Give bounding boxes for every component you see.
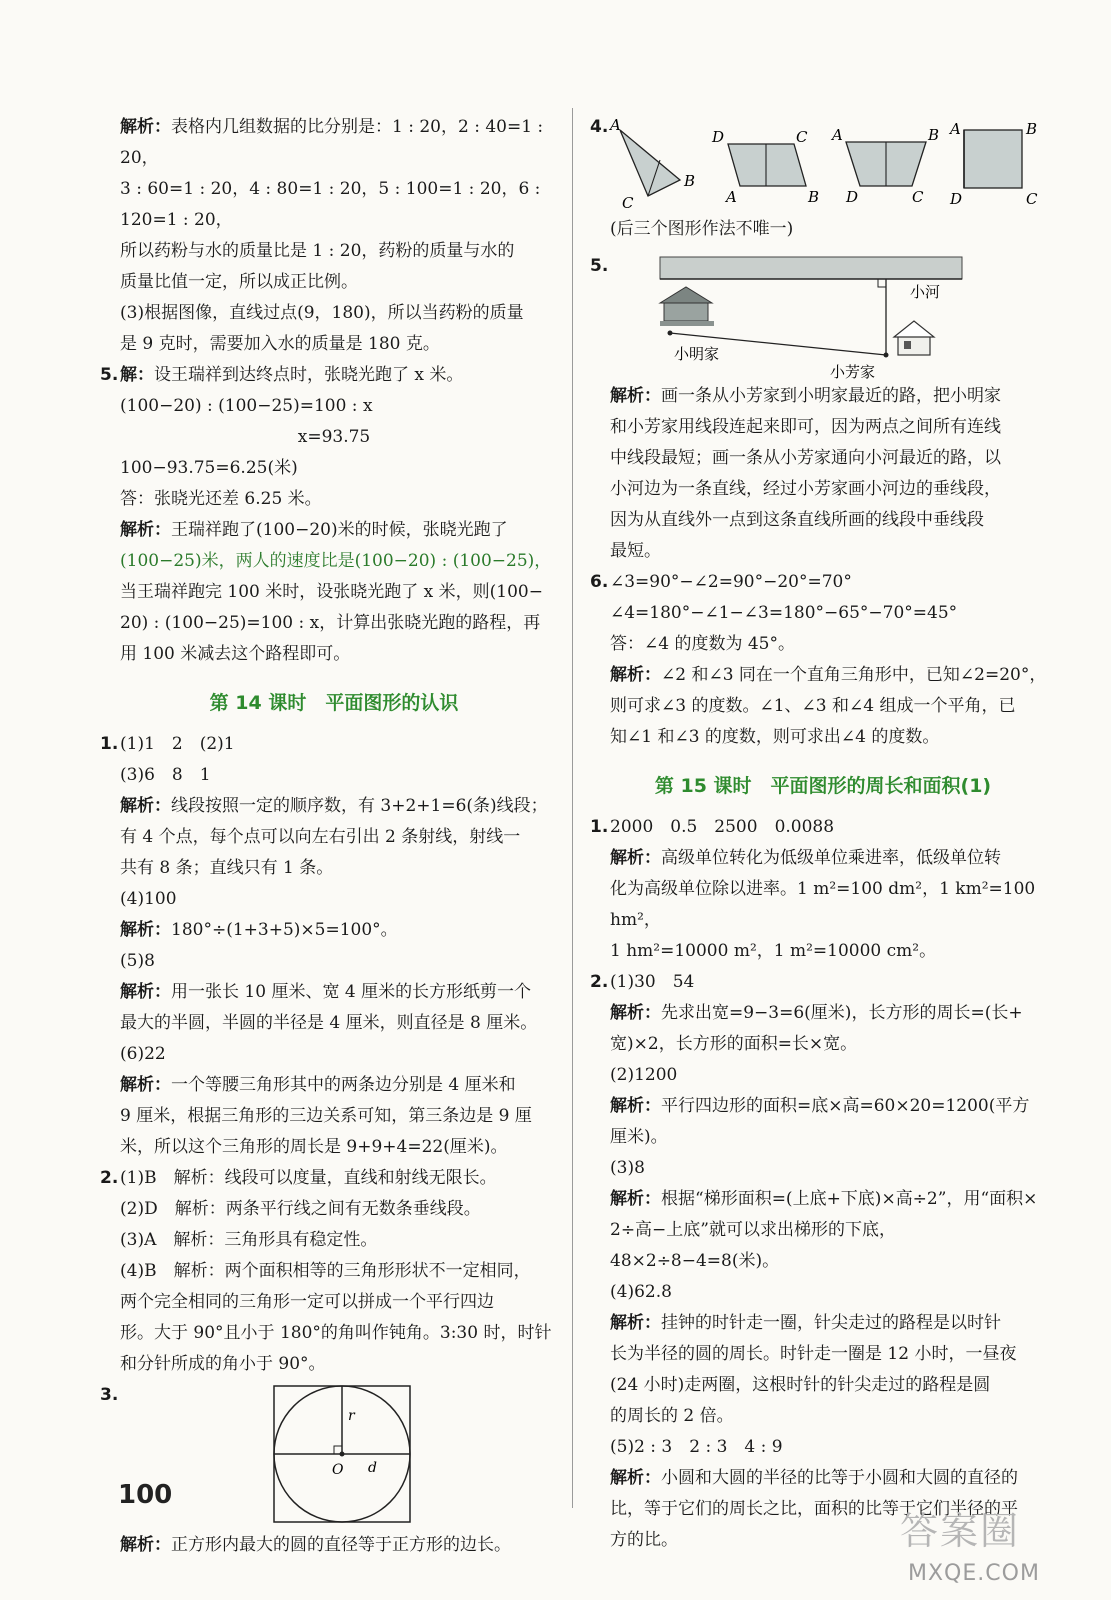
analysis-line: 当王瑞祥跑完 100 米时，设张晓光跑了 x 米，则(100− xyxy=(120,582,543,602)
answer-line: (5)8 xyxy=(120,951,155,971)
answer-line: (3)8 xyxy=(610,1158,645,1178)
vertex-label: C xyxy=(1026,190,1038,208)
analysis-line: 厘米)。 xyxy=(610,1127,668,1147)
figure-note: (后三个图形作法不唯一) xyxy=(610,219,794,239)
analysis-line: 解析：用一张长 10 厘米、宽 4 厘米的长方形纸剪一个 xyxy=(120,982,532,1002)
answer-line: (3)根据图像，直线过点(9，180)，所以当药粉的质量 xyxy=(120,303,524,323)
answer-line: (4)100 xyxy=(120,889,177,909)
analysis-line: 宽)×2，长方形的面积=长×宽。 xyxy=(610,1034,858,1054)
question-number: 2. xyxy=(100,1168,119,1188)
analysis-line: (24 小时)走两圈，这根时针的针尖走过的路程是圆 xyxy=(610,1375,991,1395)
analysis-line: 9 厘米，根据三角形的三边关系可知，第三条边是 9 厘 xyxy=(120,1106,532,1126)
analysis-line: 方的比。 xyxy=(610,1530,678,1550)
analysis-label: 解析： xyxy=(120,1535,171,1555)
equation-line: ∠4=180°−∠1−∠3=180°−65°−70°=45° xyxy=(610,603,958,623)
analysis-line: 中线段最短；画一条从小芳家通向小河最近的路，以 xyxy=(610,448,1001,468)
diameter-label: d xyxy=(368,1460,377,1476)
answer-line: 所以药粉与水的质量比是 1 : 20，药粉的质量与水的 xyxy=(120,241,515,261)
analysis-line: 最短。 xyxy=(610,541,661,561)
xiaofang-house-icon xyxy=(894,321,934,355)
analysis-line: 解析：180°÷(1+3+5)×5=100°。 xyxy=(120,920,398,940)
vertex-label: A xyxy=(832,126,843,144)
answer-line: (5)2 : 3 2 : 3 4 : 9 xyxy=(610,1437,783,1457)
analysis-line: 最大的半圆，半圆的半径是 4 厘米，则直径是 8 厘米。 xyxy=(120,1013,538,1033)
analysis-line: 解析：高级单位转化为低级单位乘进率，低级单位转 xyxy=(610,848,1001,868)
river-label: 小河 xyxy=(910,283,941,301)
answer-line: (1)1 2 (2)1 xyxy=(120,734,235,754)
vertex-label: C xyxy=(912,188,924,206)
analysis-line: 解析：先求出宽=9−3=6(厘米)，长方形的周长=(长+ xyxy=(610,1003,1023,1023)
analysis-label: 解析： xyxy=(610,386,661,406)
answer-line: (1)B 解析：线段可以度量，直线和射线无限长。 xyxy=(120,1168,497,1188)
circle-in-square-figure xyxy=(272,1384,412,1524)
analysis-line: 解析：王瑞祥跑了(100−20)米的时候，张晓光跑了 xyxy=(120,520,508,540)
analysis-line: 解析：线段按照一定的顺序数，有 3+2+1=6(条)线段； xyxy=(120,796,548,816)
analysis-label: 解析： xyxy=(610,1189,661,1209)
analysis-label: 解析： xyxy=(610,1313,661,1333)
analysis-line: 解析：根据“梯形面积=(上底+下底)×高÷2”，用“面积× xyxy=(610,1189,1038,1209)
analysis-line: 的周长的 2 倍。 xyxy=(610,1406,734,1426)
answer-line: 答：张晓光还差 6.25 米。 xyxy=(120,489,322,509)
answer-line: (2)1200 xyxy=(610,1065,678,1085)
analysis-line: 和小芳家用线段连起来即可，因为两点之间所有连线 xyxy=(610,417,1001,437)
triangle-shape xyxy=(620,130,680,196)
question-number: 5. xyxy=(100,365,119,385)
analysis-line: 小河边为一条直线，经过小芳家画小河边的垂线段， xyxy=(610,479,1001,499)
question-1-right xyxy=(590,812,1056,967)
analysis-line: 用 100 米减去这个路程即可。 xyxy=(120,644,351,664)
section-title-15: 第 15 课时 平面图形的周长和面积(1) xyxy=(654,775,992,797)
question-number: 6. xyxy=(590,572,609,592)
analysis-line: 解析：小圆和大圆的半径的比等于小圆和大圆的直径的 xyxy=(610,1468,1018,1488)
answer-line: 两个完全相同的三角形一定可以拼成一个平行四边 xyxy=(120,1292,494,1312)
left-column xyxy=(100,112,568,1561)
question-2-right xyxy=(590,967,1056,1556)
river-band xyxy=(660,257,962,279)
answer-line: 形。大于 90°且小于 180°的角叫作钝角。3:30 时，时针 xyxy=(120,1323,552,1343)
analysis-line: 则可求∠3 的度数。∠1、∠3 和∠4 组成一个平角，已 xyxy=(610,696,1016,716)
analysis-line: 知∠1 和∠3 的度数，则可求出∠4 的度数。 xyxy=(610,727,940,747)
xiaoming-house-icon xyxy=(660,287,714,326)
vertex-label: D xyxy=(712,128,725,146)
analysis-line: 1 hm²=10000 m²，1 m²=10000 cm²。 xyxy=(610,941,937,961)
analysis-line: 长为半径的圆的周长。时针走一圈是 12 小时，一昼夜 xyxy=(610,1344,1017,1364)
river-map-figure xyxy=(590,251,1050,381)
question-5-left xyxy=(100,360,568,670)
analysis-line: 解析：正方形内最大的圆的直径等于正方形的边长。 xyxy=(120,1535,511,1555)
vertex-label: B xyxy=(928,126,940,144)
equation-line: (100−20) : (100−25)=100 : x xyxy=(120,396,373,416)
analysis-label: 解析： xyxy=(610,1003,661,1023)
xiaofang-point xyxy=(884,353,889,358)
analysis-label: 解析： xyxy=(610,848,661,868)
answer-line: (6)22 xyxy=(120,1044,166,1064)
analysis-label: 解析： xyxy=(610,1468,661,1488)
analysis-line: 解析：平行四边形的面积=底×高=60×20=1200(平方 xyxy=(610,1096,1030,1116)
question-number: 4. xyxy=(590,117,609,137)
analysis-line: 米，所以这个三角形的周长是 9+9+4=22(厘米)。 xyxy=(120,1137,508,1157)
analysis-line: (100−25)米，两人的速度比是(100−20) : (100−25)， xyxy=(120,551,552,571)
column-divider xyxy=(572,108,573,1508)
vertex-label: B xyxy=(808,188,820,206)
vertex-label: C xyxy=(796,128,808,146)
analysis-line: 共有 8 条；直线只有 1 条。 xyxy=(120,858,334,878)
xiaofang-label: 小芳家 xyxy=(830,363,876,381)
radius-label: r xyxy=(348,1408,355,1424)
answer-line: (1)30 54 xyxy=(610,972,695,992)
xiaoming-label: 小明家 xyxy=(674,345,720,363)
answer-line: (3)6 8 1 xyxy=(120,765,211,785)
center-label: O xyxy=(332,1462,344,1478)
parallelogram-shape xyxy=(728,144,806,186)
question-5-right xyxy=(590,251,1056,381)
analysis-label: 解析： xyxy=(610,1096,661,1116)
question-2-left xyxy=(100,1163,568,1380)
equation-line: ∠3=90°−∠2=90°−20°=70° xyxy=(610,572,852,592)
answer-line: 是 9 克时，需要加入水的质量是 180 克。 xyxy=(120,334,440,354)
vertex-label: A xyxy=(950,120,961,138)
question-number: 5. xyxy=(590,256,609,276)
answer-line: 质量比值一定，所以成正比例。 xyxy=(120,272,358,292)
question-4-right xyxy=(590,112,1056,208)
section-title-14: 第 14 课时 平面图形的认识 xyxy=(209,692,459,714)
analysis-label: 解析： xyxy=(120,982,171,1002)
vertex-label: A xyxy=(726,188,737,206)
analysis-line: 2÷高−上底”就可以求出梯形的下底，48×2÷8−4=8(米)。 xyxy=(610,1220,896,1271)
analysis-label: 解析： xyxy=(120,796,171,816)
analysis-label: 解析： xyxy=(120,117,171,137)
answer-line: 答：∠4 的度数为 45°。 xyxy=(610,634,795,654)
center-point xyxy=(340,1452,345,1457)
vertex-label: A xyxy=(610,116,621,134)
vertex-label: C xyxy=(622,194,634,208)
vertex-label: D xyxy=(846,188,859,206)
watermark-logo xyxy=(900,1500,1095,1590)
question-number: 1. xyxy=(100,734,119,754)
analysis-line: 20) : (100−25)=100 : x，计算出张晓光跑的路程，再 xyxy=(120,613,541,633)
xiaoming-point xyxy=(668,331,673,336)
square-shape xyxy=(964,130,1022,188)
answer-line: 解：设王瑞祥到达终点时，张晓光跑了 x 米。 xyxy=(120,365,464,385)
analysis-line: 解析：一个等腰三角形其中的两条边分别是 4 厘米和 xyxy=(120,1075,516,1095)
page-number: 100 xyxy=(118,1480,173,1510)
right-column xyxy=(590,112,1056,1556)
question-1-left xyxy=(100,729,568,1163)
analysis-line: 化为高级单位除以进率。1 m²=100 dm²，1 km²=100 hm²， xyxy=(610,879,1036,930)
geometry-figures xyxy=(590,112,1050,208)
analysis-line: 比，等于它们的周长之比，面积的比等于它们半径的平 xyxy=(610,1499,1018,1519)
question-number: 1. xyxy=(590,817,609,837)
analysis-line: 因为从直线外一点到这条直线所画的线段中垂线段 xyxy=(610,510,984,530)
analysis-line: 解析：画一条从小芳家到小明家最近的路，把小明家 xyxy=(610,386,1001,406)
analysis-label: 解析： xyxy=(120,520,171,540)
answer-line: (4)62.8 xyxy=(610,1282,672,1302)
analysis-label: 解析： xyxy=(120,1075,171,1095)
answer-line: (2)D 解析：两条平行线之间有无数条垂线段。 xyxy=(120,1199,481,1219)
question-number: 2. xyxy=(590,972,609,992)
vertex-label: D xyxy=(950,190,963,208)
equation-line: 100−93.75=6.25(米) xyxy=(120,458,298,478)
answer-line: (4)B 解析：两个面积相等的三角形形状不一定相同， xyxy=(120,1261,531,1281)
answer-line: 2000 0.5 2500 0.0088 xyxy=(610,817,835,837)
analysis-label: 解析： xyxy=(610,665,661,685)
answer-line: 和分针所成的角小于 90°。 xyxy=(120,1354,326,1374)
right-angle-mark xyxy=(878,279,886,287)
analysis-label: 解： xyxy=(120,365,154,385)
vertex-label: B xyxy=(684,172,696,190)
analysis-line: 有 4 个点，每个点可以向左右引出 2 条射线，射线一 xyxy=(120,827,521,847)
question-6-right xyxy=(590,567,1056,753)
analysis-line: 解析：∠2 和∠3 同在一个直角三角形中，已知∠2=20°， xyxy=(610,665,1047,685)
answer-line: 3 : 60=1 : 20，4 : 80=1 : 20，5 : 100=1 : 20，6 : 120=1 : 20， xyxy=(120,179,541,230)
question-number: 3. xyxy=(100,1385,119,1405)
watermark-url: MXQE.COM xyxy=(908,1561,1040,1586)
answer-line: (3)A 解析：三角形具有稳定性。 xyxy=(120,1230,378,1250)
analysis-label: 解析： xyxy=(120,920,171,940)
answer-line: 解析：表格内几组数据的比分别是：1 : 20，2 : 40=1 : 20， xyxy=(120,117,544,168)
vertex-label: B xyxy=(1026,120,1038,138)
equation-line: x=93.75 xyxy=(297,427,371,447)
watermark-glyphs: 答案圈 xyxy=(900,1509,1021,1553)
analysis-line: 解析：挂钟的时针走一圈，针尖走过的路程是以时针 xyxy=(610,1313,1001,1333)
